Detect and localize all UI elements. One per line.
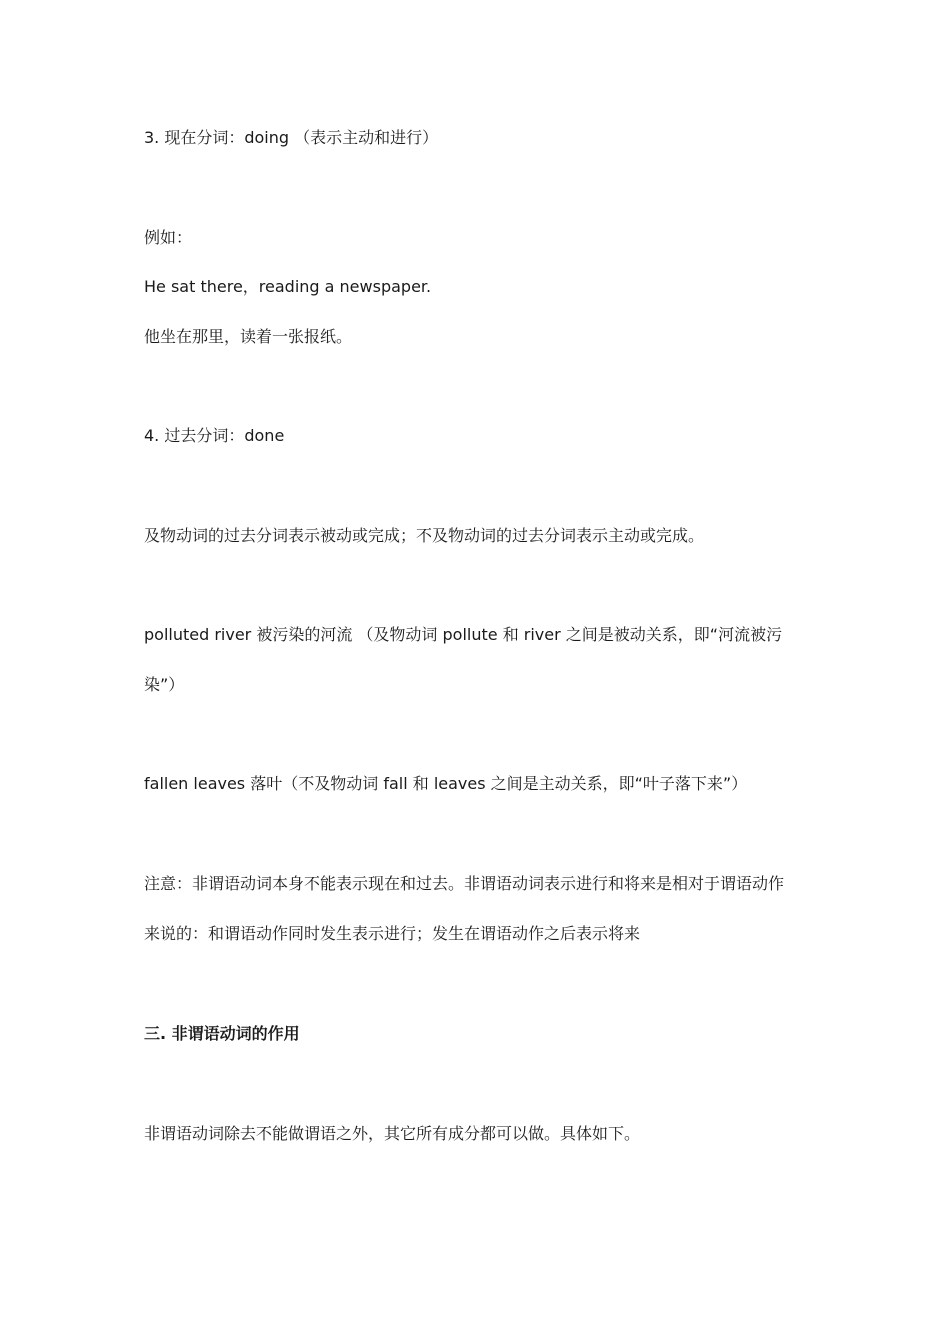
- past-participle-description: 及物动词的过去分词表示被动或完成；不及物动词的过去分词表示主动或完成。: [144, 526, 705, 545]
- part-three-description: 非谓语动词除去不能做谓语之外，其它所有成分都可以做。具体如下。: [144, 1124, 641, 1143]
- example-english-sentence: He sat there，reading a newspaper.: [144, 277, 432, 296]
- example-chinese-translation: 他坐在那里，读着一张报纸。: [144, 327, 353, 346]
- polluted-river-example-line-1: polluted river 被污染的河流 （及物动词 pollute 和 river 之间是被动关系，即“河流被污: [144, 625, 783, 644]
- polluted-river-example-line-2: 染”）: [144, 675, 185, 694]
- example-label: 例如：: [144, 228, 193, 247]
- note-line-2: 来说的：和谓语动作同时发生表示进行；发生在谓语动作之后表示将来: [144, 924, 641, 943]
- section-heading-past-participle: 4. 过去分词：done: [144, 426, 285, 445]
- section-heading-present-participle: 3. 现在分词：doing （表示主动和进行）: [144, 128, 439, 147]
- fallen-leaves-example: fallen leaves 落叶（不及物动词 fall 和 leaves 之间是主动关系，即“叶子落下来”）: [144, 774, 748, 793]
- note-line-1: 注意：非谓语动词本身不能表示现在和过去。非谓语动词表示进行和将来是相对于谓语动作: [144, 874, 785, 893]
- part-three-heading: 三. 非谓语动词的作用: [144, 1024, 300, 1043]
